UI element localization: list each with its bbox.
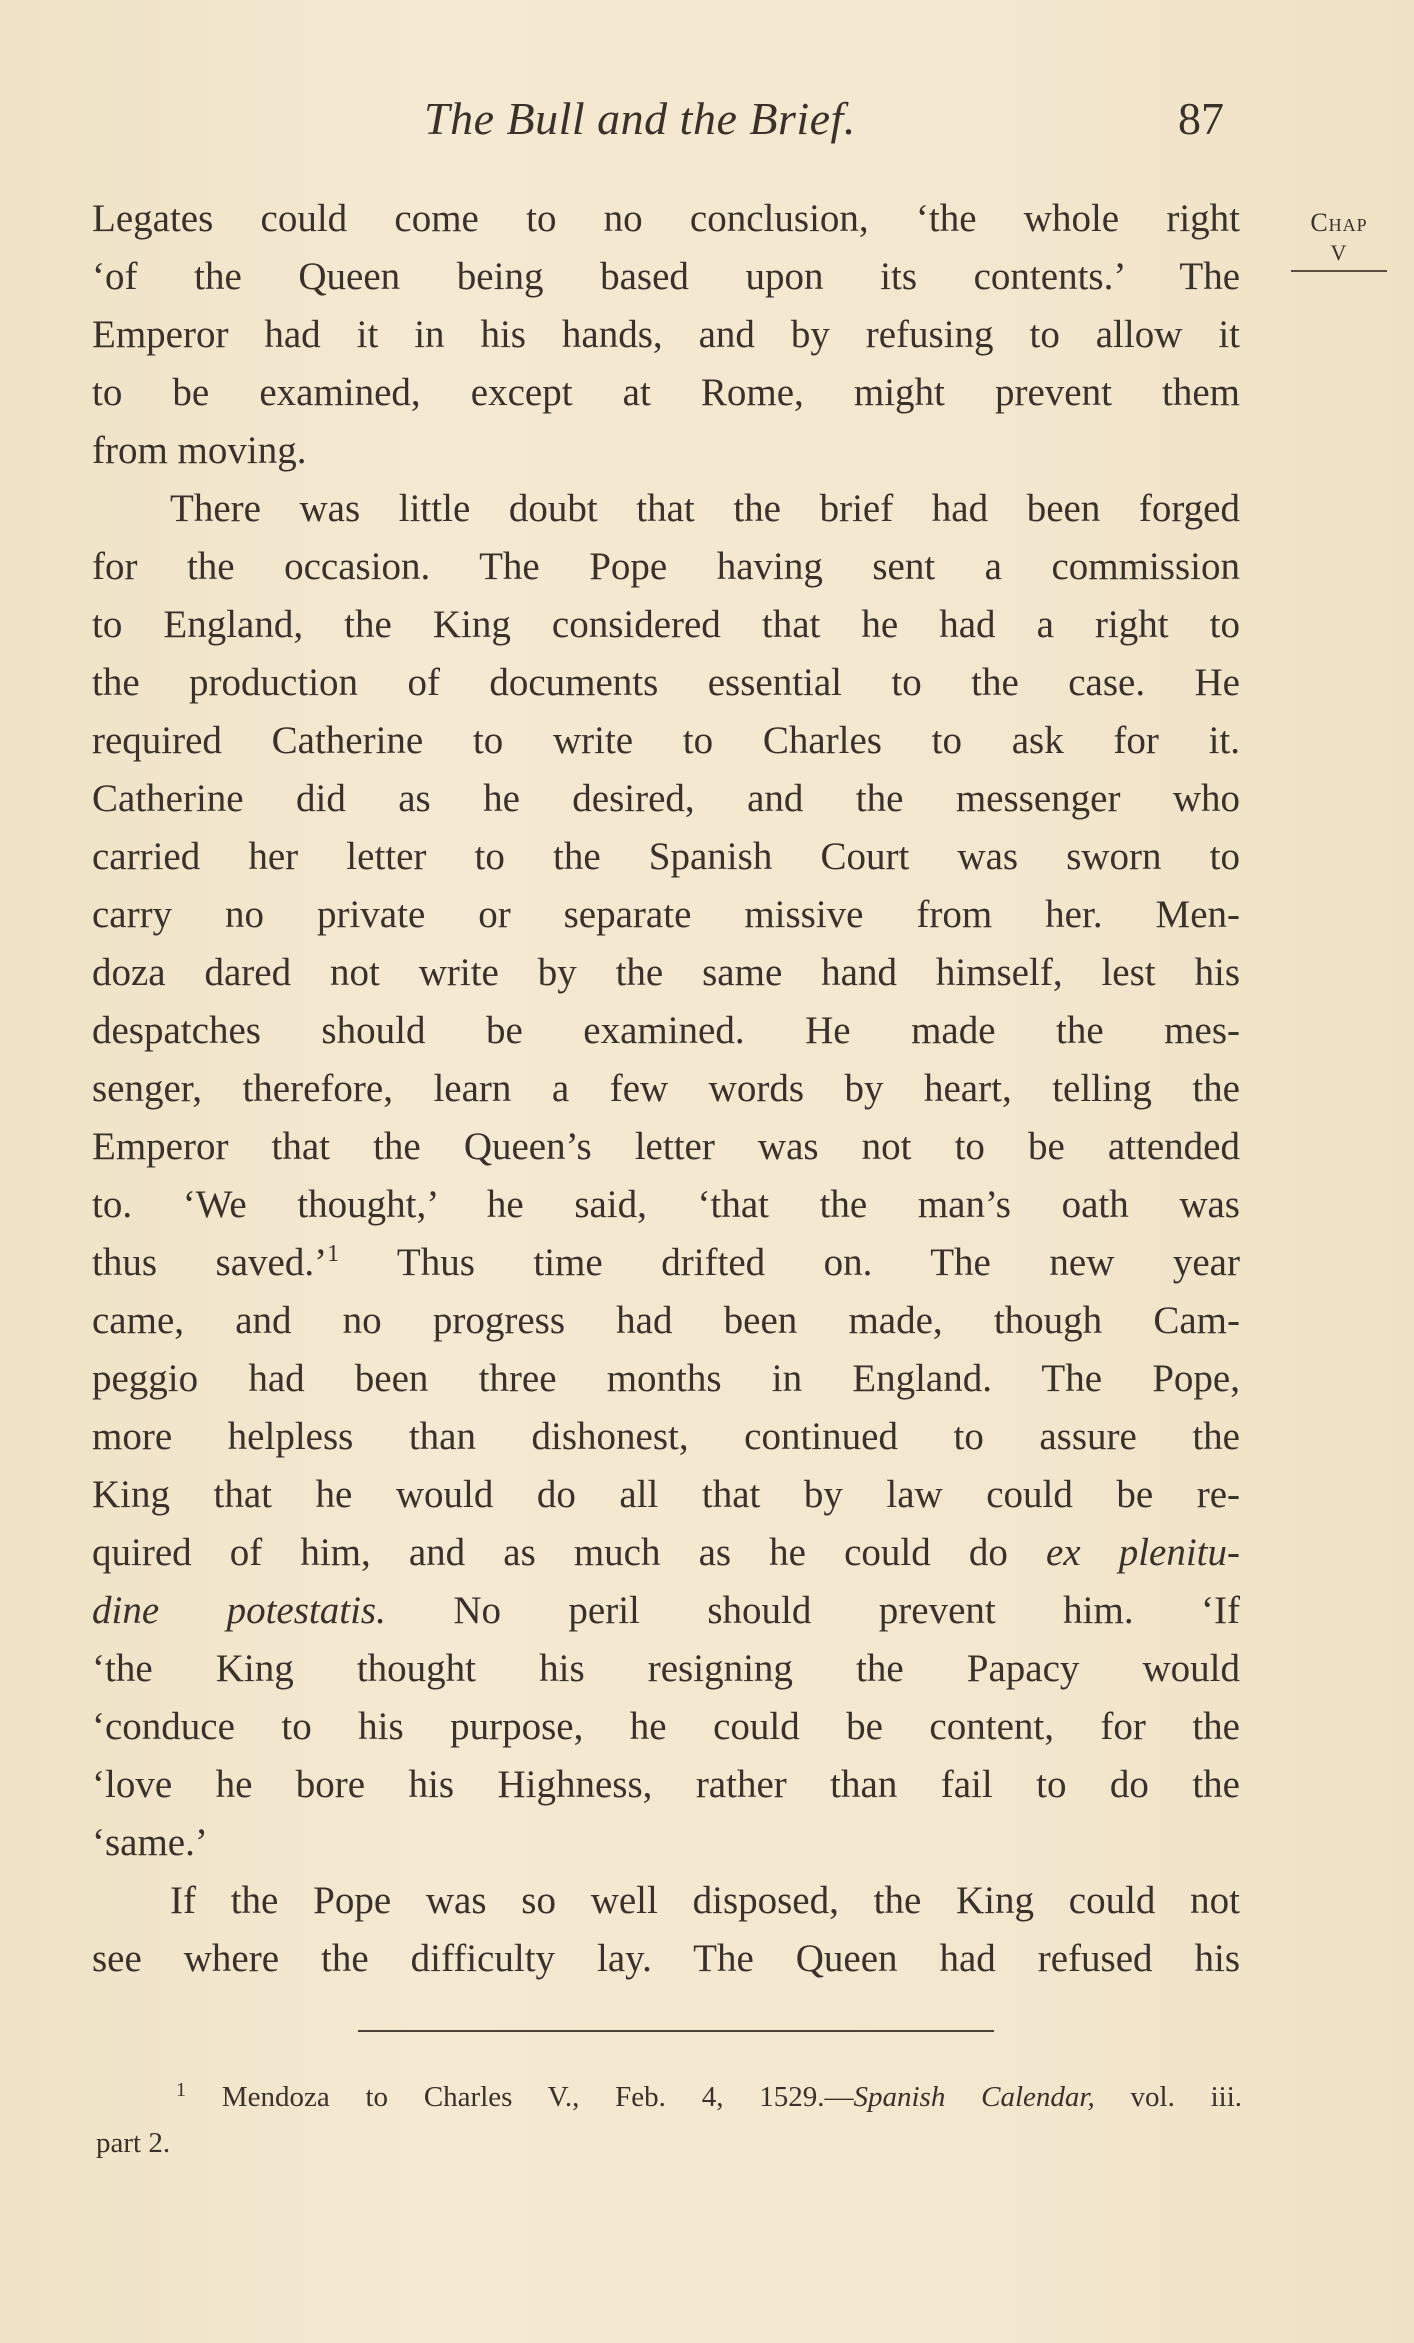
footnote-text: vol. iii. <box>1130 2081 1243 2113</box>
footnote-line: part 2. <box>96 2127 171 2159</box>
side-note-rule <box>1291 270 1387 272</box>
text-line: more helpless than dishonest, continued to assure the <box>92 1415 1240 1458</box>
footnote-italic: Spanish Calendar, <box>853 2081 1095 2113</box>
italic-phrase: dine potestatis. <box>92 1589 386 1632</box>
text-line: see where the difficulty lay. The Queen had refused his <box>92 1937 1240 1980</box>
running-head-title: The Bull and the Brief. <box>424 93 856 144</box>
text-line: carried her letter to the Spanish Court was sworn to <box>92 835 1240 878</box>
text-line: senger, therefore, learn a few words by heart, telling the <box>92 1067 1240 1110</box>
text-line <box>92 1234 1240 1292</box>
text-line: ‘same.’ <box>92 1821 208 1864</box>
footnote-marker: 1 <box>176 2079 186 2101</box>
text-segment: No peril should prevent him. ‘If <box>453 1589 1241 1632</box>
text-line: came, and no progress had been made, though Cam- <box>92 1299 1240 1342</box>
text-line: from moving. <box>92 429 307 472</box>
text-segment: thus saved.’ <box>92 1241 328 1284</box>
text-line: to. ‘We thought,’ he said, ‘that the man’s oath was <box>92 1183 1240 1226</box>
side-note-number: V <box>1330 240 1348 265</box>
text-line: Emperor that the Queen’s letter was not to be attended <box>92 1125 1240 1168</box>
text-line: doza dared not write by the same hand himself, lest his <box>92 951 1240 994</box>
italic-phrase: ex plenitu- <box>1045 1531 1240 1574</box>
text-line: ‘conduce to his purpose, he could be content, for the <box>92 1705 1240 1748</box>
side-note-chap: Chap <box>1310 208 1368 237</box>
text-line <box>92 1524 1240 1582</box>
text-line: There was little doubt that the brief had been forged <box>170 487 1240 530</box>
text-line: ‘the King thought his resigning the Papacy would <box>92 1647 1240 1690</box>
text-line: ‘of the Queen being based upon its contents.’ The <box>92 255 1240 298</box>
text-line: the production of documents essential to the case. He <box>92 661 1240 704</box>
text-line: for the occasion. The Pope having sent a commission <box>92 545 1240 588</box>
text-line: If the Pope was so well disposed, the King could not <box>170 1879 1240 1922</box>
footnote-reference: 1 <box>327 1241 340 1267</box>
body-text <box>92 190 1240 1988</box>
text-line <box>92 1582 1240 1640</box>
footnote-text: Mendoza to Charles V., Feb. 4, 1529.— <box>221 2081 854 2113</box>
text-line: ‘love he bore his Highness, rather than fail to do the <box>92 1763 1240 1806</box>
footnote <box>96 2074 1242 2166</box>
page-number: 87 <box>1178 93 1224 144</box>
text-line: despatches should be examined. He made the mes- <box>92 1009 1240 1052</box>
text-segment: Thus time drifted on. The new year <box>396 1241 1240 1284</box>
text-segment: quired of him, and as much as he could do <box>92 1531 1008 1574</box>
text-line: King that he would do all that by law could be re- <box>92 1473 1240 1516</box>
text-line: peggio had been three months in England. The Pope, <box>92 1357 1240 1400</box>
chapter-side-note <box>1284 208 1394 272</box>
footnote-rule <box>358 2030 994 2032</box>
text-line: Catherine did as he desired, and the messenger who <box>92 777 1240 820</box>
text-line: required Catherine to write to Charles to ask for it. <box>92 719 1240 762</box>
text-line: to England, the King considered that he had a right to <box>92 603 1240 646</box>
running-head <box>0 92 1414 152</box>
footnote-line <box>96 2074 1242 2120</box>
text-line: carry no private or separate missive from her. Men- <box>92 893 1240 936</box>
text-line: Emperor had it in his hands, and by refusing to allow it <box>92 313 1240 356</box>
text-line: to be examined, except at Rome, might prevent them <box>92 371 1240 414</box>
text-line: Legates could come to no conclusion, ‘the whole right <box>92 197 1240 240</box>
